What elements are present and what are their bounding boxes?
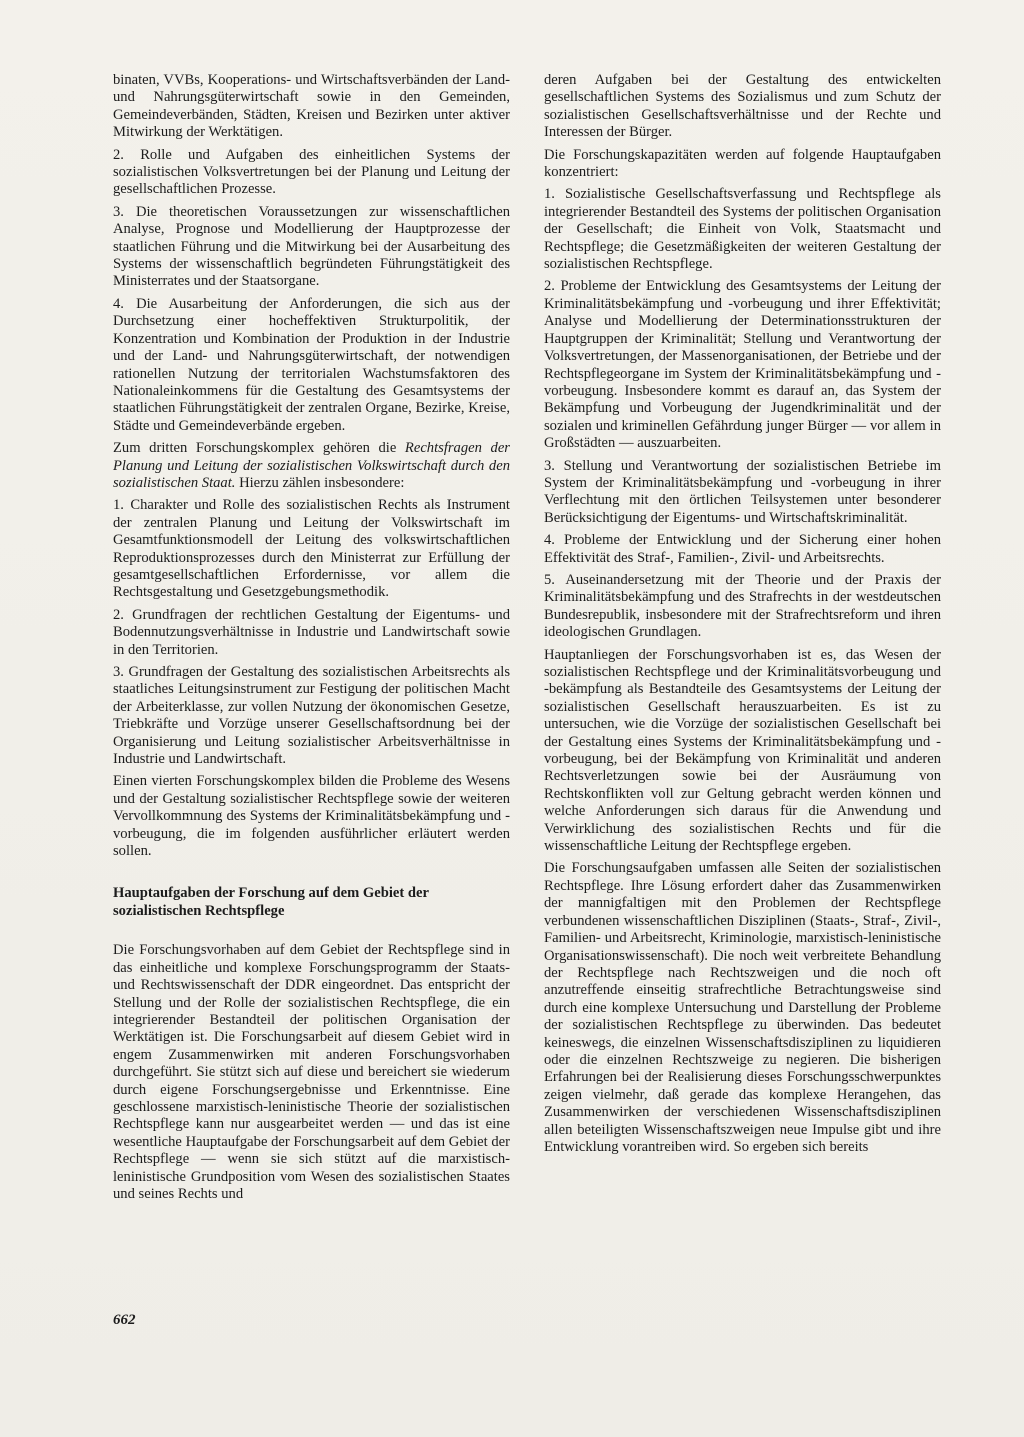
left-column xyxy=(113,72,510,1208)
paragraph: Die Forschungsvorhaben auf dem Gebiet der Rechtspflege sind in das einheitliche und komplexe Forschungsprogramm der Staats- und Rechtswissenschaft der DDR eingeordnet. Das entspricht der Stellung und der Rolle der sozialistischen Rechtspflege, die ein integrierender Bestandteil der politischen Organisation der Werktätigen ist. Die Forschungsarbeit auf diesem Gebiet wird in engem Zusammenwirken mit anderen Forschungsvorhaben durchgeführt. Sie stützt sich auf diese und bereichert sie wiederum durch eigene Forschungsergebnisse und Erkenntnisse. Eine geschlossene marxistisch-leninistische Theorie der sozialistischen Rechtspflege kann nur ausgearbeitet werden — und das ist eine wesentliche Hauptaufgabe der Forschungsarbeit auf dem Gebiet der Rechtspflege — wenn sie sich stützt auf die marxistisch-leninistische Grundposition vom Wesen des sozialistischen Staates und seines Rechts und xyxy=(113,942,510,1202)
paragraph: Hauptanliegen der Forschungsvorhaben ist es, das Wesen der sozialistischen Rechtspflege und der Kriminalitätsvorbeugung und -bekämpfung als Bestandteile des Gesamtsystems der Leitung der sozialistischen Gesellschaft herauszuarbeiten. Es ist zu untersuchen, wie die Vorzüge der sozialistischen Gesellschaft bei der Gestaltung eines Systems der Kriminalitätsbekämpfung und -vorbeugung, bei der Bekämpfung von Kriminalität und anderen Rechtsverletzungen sowie bei der Ausräumung von Rechtskonflikten voll zur Geltung gebracht werden können und welche Anforderungen sich daraus für die Anwendung und Verwirklichung des sozialistischen Rechts und für die wissenschaftliche Leitung der Rechtspflege ergeben. xyxy=(544,646,941,855)
list-item: 1. Charakter und Rolle des sozialistischen Rechts als Instrument der zentralen Planung und Leitung der Volkswirtschaft im Gesamtfunktionsmodell der Leitung des volkswirtschaftlichen Reproduktionsprozesses durch den Ministerrat zur Erfüllung der gesamtgesellschaftlichen Erfordernisse, vor allem die Rechtsgestaltung und Gesetzgebungsmethodik. xyxy=(113,497,510,601)
paragraph: Die Forschungsaufgaben umfassen alle Seiten der sozialistischen Rechtspflege. Ihre Lösung erfordert daher das Zusammenwirken der mannigfaltigen mit den Problemen der Rechtspflege verbundenen wissenschaftlichen Disziplinen (Staats-, Straf-, Zivil-, Familien- und Arbeitsrecht, Kriminologie, marxistisch-leninistische Organisationswissenschaft). Die noch weit verbreitete Behandlung der Rechtspflege nach Rechtszweigen und die noch oft anzutreffende einseitig strafrechtliche Betrachtungsweise sind durch eine komplexe Untersuchung und Darstellung der Probleme der sozialistischen Rechtspflege zu überwinden. Das bedeutet keineswegs, die einzelnen Wissenschaftsdisziplinen zu liquidieren oder die einzelnen Rechtszweige zu negieren. Die bisherigen Erfahrungen bei der Realisierung dieses Forschungsschwerpunktes zeigen vielmehr, daß gerade das komplexe Herangehen, das Zusammenwirken der verschiedenen Wissenschaftsdisziplinen allen beteiligten Wissenschaftszweigen neue Impulse gibt und ihre Entwicklung vorantreiben wird. So ergeben sich bereits xyxy=(544,860,941,1155)
list-item: 4. Die Ausarbeitung der Anforderungen, die sich aus der Durchsetzung einer hocheffektiven Strukturpolitik, der Konzentration und Kombination der Produktion in der Industrie und der Land- und Nahrungsgüterwirtschaft, der notwendigen rationellen Nutzung der territorialen Wachstumsfaktoren des Nationaleinkommens für die Gestaltung des Gesamtsystems der staatlichen Führungstätigkeit der zentralen Organe, Bezirke, Kreise, Städte und Gemeindeverbände ergeben. xyxy=(113,295,510,434)
list-item: 1. Sozialistische Gesellschaftsverfassung und Rechtspflege als integrierender Bestandteil des Systems der politischen Organisation der Gesellschaft; die Einheit von Volk, Staatsmacht und Rechtspflege; die Gesetzmäßigkeiten der weiteren Gestaltung der sozialistischen Rechtspflege. xyxy=(544,186,941,273)
paragraph: Die Forschungskapazitäten werden auf folgende Hauptaufgaben konzentriert: xyxy=(544,146,941,181)
list-item: 2. Grundfragen der rechtlichen Gestaltung der Eigentums- und Bodennutzungsverhältnisse in Industrie und Landwirtschaft sowie in den Territorien. xyxy=(113,606,510,658)
paragraph: deren Aufgaben bei der Gestaltung des entwickelten gesellschaftlichen Systems des Sozialismus und zum Schutz der sozialistischen Gesellschaftsverhältnisse und der Rechte und Interessen der Bürger. xyxy=(544,72,941,141)
paragraph: Einen vierten Forschungskomplex bilden die Probleme des Wesens und der Gestaltung sozialistischer Rechtspflege sowie der weiteren Vervollkommnung des Systems der Kriminalitätsbekämpfung und -vorbeugung, die im folgenden ausführlicher erläutert werden sollen. xyxy=(113,773,510,860)
list-item: 2. Probleme der Entwicklung des Gesamtsystems der Leitung der Kriminalitätsbekämpfung und -vorbeugung und ihrer Effektivität; Analyse und Modellierung der Determinationsstrukturen der Hauptgruppen der Kriminalität; Stellung und Verantwortung der Volksvertretungen, der Massenorganisationen, der Betriebe und der Rechtspflegeorgane im System der Kriminalitätsbekämpfung und -vorbeugung. Insbesondere kommt es darauf an, das System der Bekämpfung und Vorbeugung der Jugendkriminalität und der sozialen und kriminellen Gefährdung junger Bürger — vor allem in Großstädten — auszuarbeiten. xyxy=(544,278,941,452)
paragraph-text: Hierzu zählen insbesondere: xyxy=(235,474,405,491)
list-item: 3. Die theoretischen Voraussetzungen zur wissenschaftlichen Analyse, Prognose und Modellierung der Hauptprozesse der staatlichen Führung und die Mitwirkung bei der Ausarbeitung des Systems der wissenschaftlich begründeten Führungstätigkeit des Ministerrates und der Staatsorgane. xyxy=(113,203,510,290)
section-heading: Hauptaufgaben der Forschung auf dem Gebiet der sozialistischen Rechtspflege xyxy=(113,885,429,919)
paragraph xyxy=(113,440,510,492)
list-item: 5. Auseinandersetzung mit der Theorie und der Praxis der Kriminalitätsbekämpfung und des Strafrechts in der westdeutschen Bundesrepublik, insbesondere mit der Strafrechtsreform und ihren ideologischen Grundlagen. xyxy=(544,571,941,641)
right-column xyxy=(544,72,941,1161)
paragraph: binaten, VVBs, Kooperations- und Wirtschaftsverbänden der Land- und Nahrungsgüterwirtschaft sowie in den Gemeinden, Gemeindeverbänden, Städten, Kreisen und Bezirken unter aktiver Mitwirkung der Werktätigen. xyxy=(113,72,510,141)
list-item: 4. Probleme der Entwicklung und der Sicherung einer hohen Effektivität des Straf-, Familien-, Zivil- und Arbeitsrechts. xyxy=(544,532,941,566)
page-number: 662 xyxy=(113,1312,136,1328)
list-item: 2. Rolle und Aufgaben des einheitlichen Systems der sozialistischen Volksvertretungen bei der Planung und Leitung der gesellschaftlichen Prozesse. xyxy=(113,146,510,198)
emphasis-text: Rechtsfragen der Planung und Leitung der sozialistischen Volkswirtschaft durch den sozialistischen Staat. xyxy=(113,440,510,491)
paragraph-text: Zum dritten Forschungskomplex gehören die xyxy=(113,440,405,457)
list-item: 3. Stellung und Verantwortung der sozialistischen Betriebe im System der Kriminalitätsbekämpfung und -vorbeugung in ihrer Verflechtung mit den örtlichen Teilsystemen unter besonderer Berücksichtigung der Eigentums- und Wirtschaftskriminalität. xyxy=(544,457,941,526)
list-item: 3. Grundfragen der Gestaltung des sozialistischen Arbeitsrechts als staatliches Leitungsinstrument zur Festigung der politischen Macht der Arbeiterklasse, zur vollen Nutzung der ökonomischen Gesetze, Triebkräfte und Vorzüge unserer Gesellschaftsordnung bei der Organisierung und Leitung sozialistischer Arbeitsverhältnisse in Industrie und Landwirtschaft. xyxy=(113,664,510,768)
